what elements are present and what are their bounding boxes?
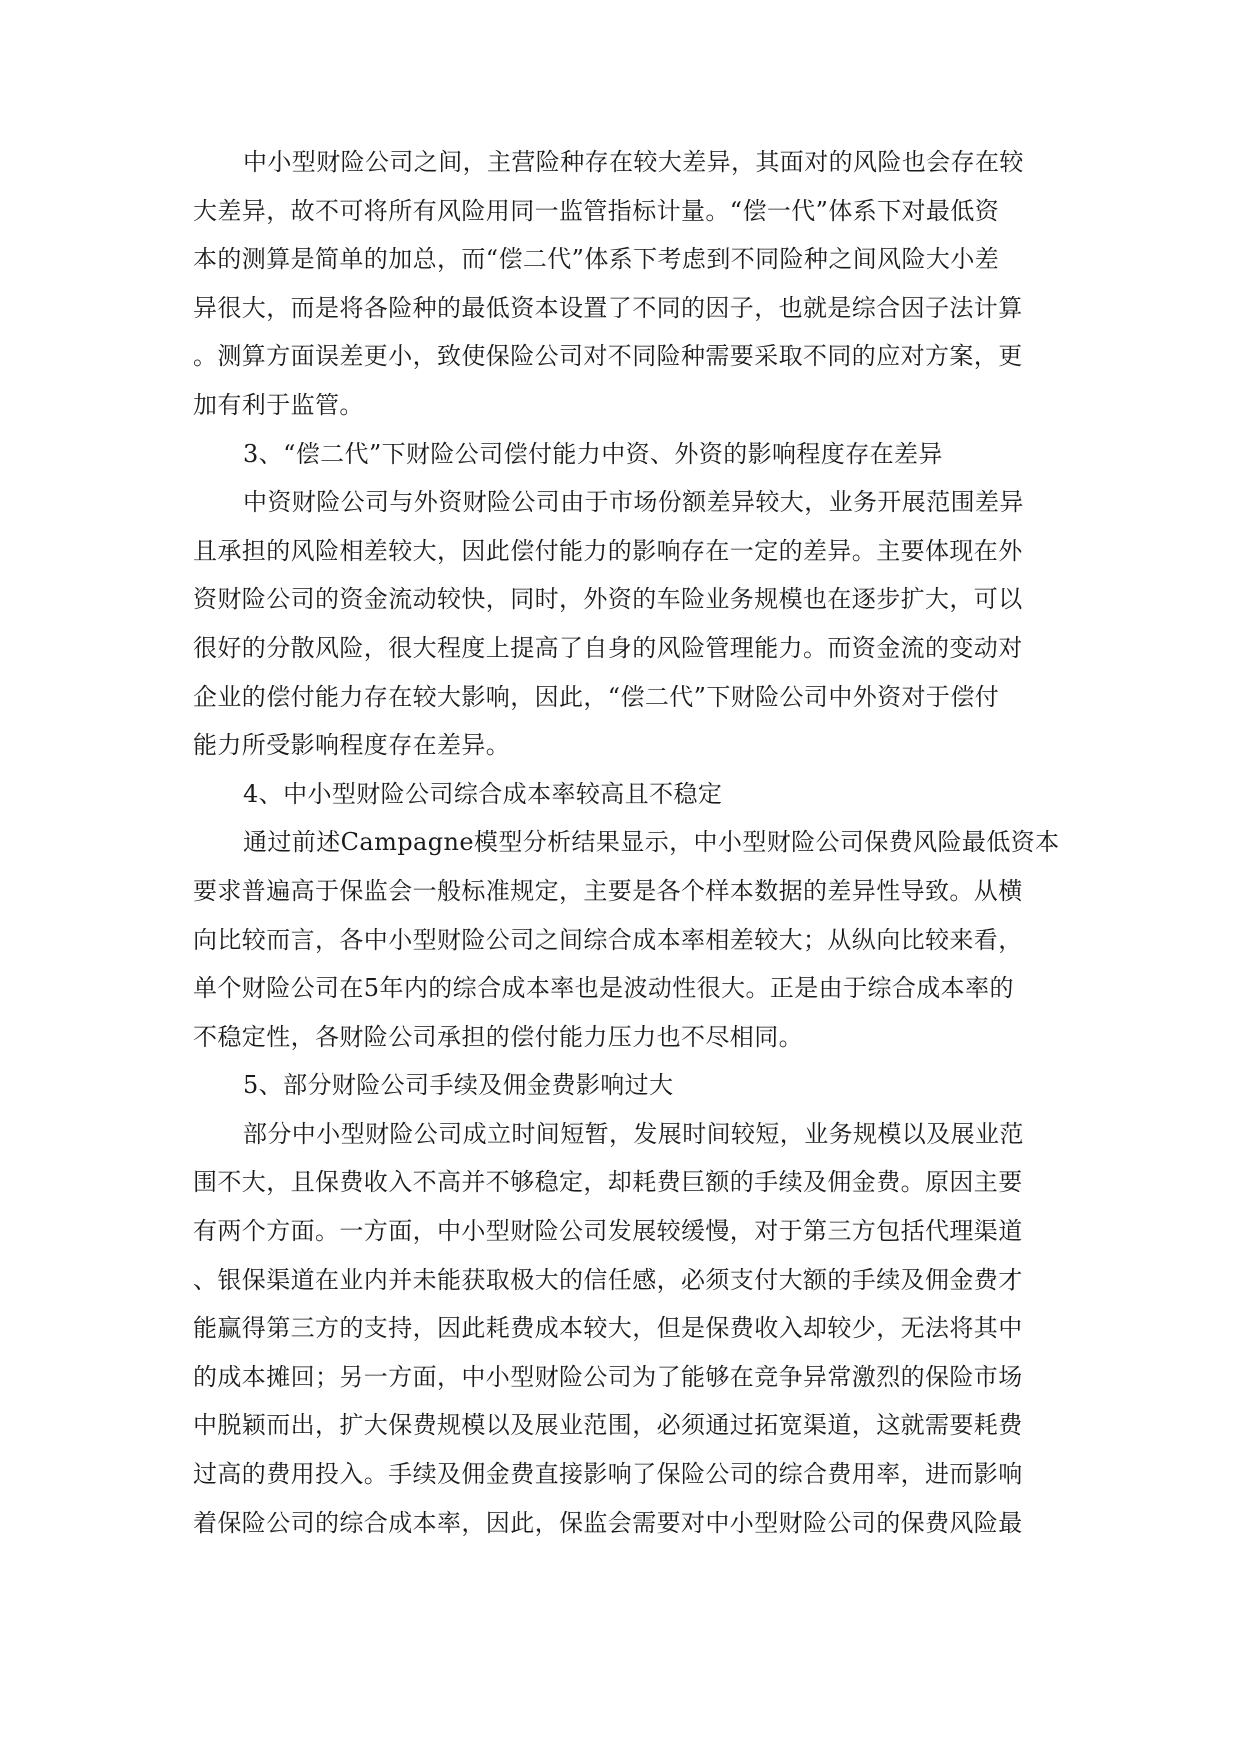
document-body [193, 148, 1060, 1537]
text-line: 着保险公司的综合成本率，因此，保监会需要对中小型财险公司的保费风险最 [193, 1508, 1023, 1537]
text-line: 中脱颖而出，扩大保费规模以及展业范围，必须通过拓宽渠道，这就需要耗费 [193, 1411, 1023, 1440]
text-line: 通过前述Campagne模型分析结果显示，中小型财险公司保费风险最低资本 [243, 828, 1060, 857]
text-line: 不稳定性，各财险公司承担的偿付能力压力也不尽相同。 [193, 1022, 803, 1051]
text-line: 很好的分散风险，很大程度上提高了自身的风险管理能力。而资金流的变动对 [193, 633, 1023, 662]
text-line: 向比较而言，各中小型财险公司之间综合成本率相差较大；从纵向比较来看， [193, 925, 1023, 954]
text-line: 部分中小型财险公司成立时间短暂，发展时间较短，业务规模以及展业范 [243, 1119, 1024, 1148]
text-line: 企业的偿付能力存在较大影响，因此，“偿二代”下财险公司中外资对于偿付 [193, 682, 1000, 711]
text-line: 本的测算是简单的加总，而“偿二代”体系下考虑到不同险种之间风险大小差 [193, 245, 1000, 274]
section-heading: 3、“偿二代”下财险公司偿付能力中资、外资的影响程度存在差异 [243, 439, 943, 468]
text-line: 的成本摊回；另一方面，中小型财险公司为了能够在竞争异常激烈的保险市场 [193, 1362, 1023, 1391]
section-heading: 4、中小型财险公司综合成本率较高且不稳定 [243, 779, 723, 808]
text-line: 单个财险公司在5年内的综合成本率也是波动性很大。正是由于综合成本率的 [193, 974, 1014, 1003]
text-line: 中小型财险公司之间，主营险种存在较大差异，其面对的风险也会存在较 [243, 148, 1024, 176]
text-line: 能力所受影响程度存在差异。 [193, 731, 511, 760]
section-heading: 5、部分财险公司手续及佣金费影响过大 [243, 1071, 674, 1100]
text-line: 大差异，故不可将所有风险用同一监管指标计量。“偿一代”体系下对最低资 [193, 196, 1000, 225]
text-line: 有两个方面。一方面，中小型财险公司发展较缓慢，对于第三方包括代理渠道 [193, 1217, 1023, 1246]
text-line: 。测算方面误差更小，致使保险公司对不同险种需要采取不同的应对方案，更 [193, 342, 1023, 371]
text-line: 中资财险公司与外资财险公司由于市场份额差异较大，业务开展范围差异 [243, 488, 1024, 517]
text-line: 且承担的风险相差较大，因此偿付能力的影响存在一定的差异。主要体现在外 [193, 536, 1023, 565]
text-line: 能赢得第三方的支持，因此耗费成本较大，但是保费收入却较少，无法将其中 [193, 1314, 1023, 1343]
text-line: 要求普遍高于保监会一般标准规定，主要是各个样本数据的差异性导致。从横 [193, 876, 1023, 905]
text-line: 加有利于监管。 [193, 390, 364, 419]
text-line: 、银保渠道在业内并未能获取极大的信任感，必须支付大额的手续及佣金费才 [193, 1265, 1023, 1294]
text-line: 异很大，而是将各险种的最低资本设置了不同的因子，也就是综合因子法计算 [193, 293, 1023, 322]
text-line: 围不大，且保费收入不高并不够稳定，却耗费巨额的手续及佣金费。原因主要 [193, 1168, 1023, 1197]
text-line: 过高的费用投入。手续及佣金费直接影响了保险公司的综合费用率，进而影响 [193, 1460, 1023, 1489]
text-line: 资财险公司的资金流动较快，同时，外资的车险业务规模也在逐步扩大，可以 [193, 585, 1023, 614]
